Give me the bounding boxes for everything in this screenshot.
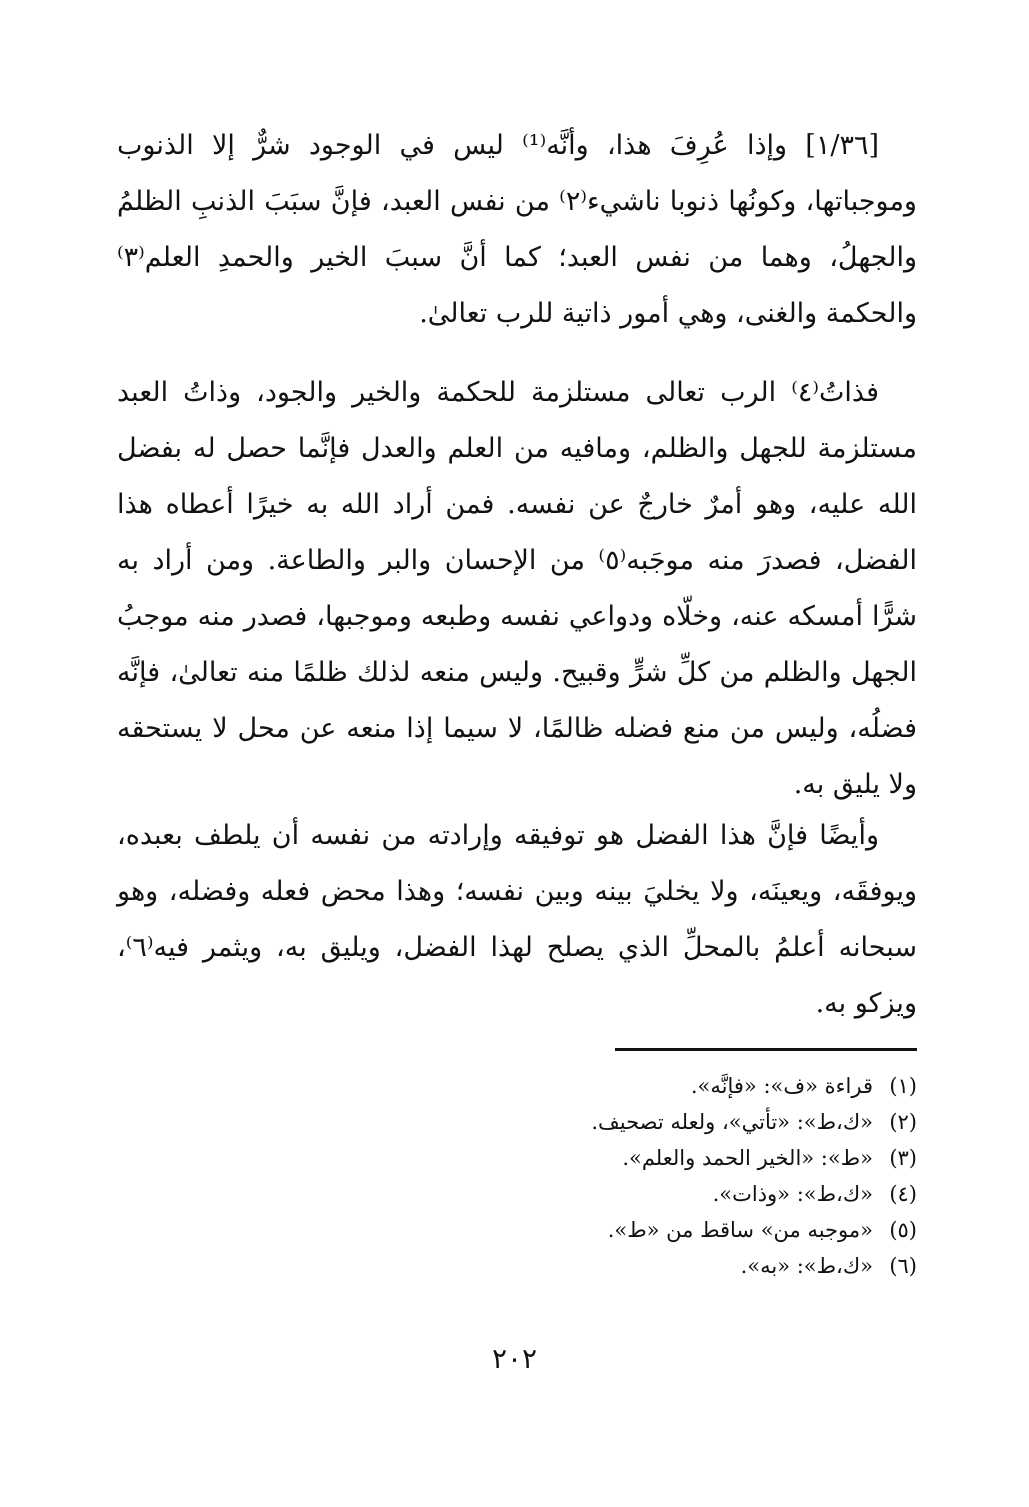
footnote-text: «ك،ط»: «به». bbox=[740, 1254, 873, 1278]
paragraph-2: فذاتُ⁽٤⁾ الرب تعالى مستلزمة للحكمة والخير والجود، وذاتُ العبد مستلزمة للجهل والظلم، ومافيه من العلم والعدل فإنَّما حصل له بفضل الله عليه، وهو أمرٌ خارجٌ عن نفسه. فمن أراد الله به خيرًا أعطاه هذا الفضل، فصدرَ منه موجَبه⁽٥⁾ من الإحسان والبر والطاعة. ومن أراد به شرًّا أمسكه عنه، وخلّاه ودواعي نفسه وطبعه وموجبها، فصدر منه موجبُ الجهل والظلم من كلِّ شرٍّ وقبيح. وليس منعه لذلك ظلمًا منه تعالىٰ، فإنَّه فضلُه، وليس من منع فضله ظالمًا، لا سيما إذا منعه عن محل لا يستحقه ولا يليق به. bbox=[117, 377, 918, 800]
footnote-number: (٥) bbox=[889, 1218, 917, 1242]
footnote-divider bbox=[615, 1048, 917, 1051]
footnote-number: (٣) bbox=[889, 1146, 917, 1170]
footnote-number: (١) bbox=[889, 1074, 917, 1098]
footnote-number: (٤) bbox=[889, 1182, 917, 1206]
footnote-text: «ط»: «الخير الحمد والعلم». bbox=[622, 1146, 873, 1170]
footnote-item bbox=[117, 1104, 917, 1140]
footnote-text: «ك،ط»: «تأتي»، ولعله تصحيف. bbox=[591, 1110, 873, 1134]
paragraph-1: [١/٣٦] وإذا عُرِفَ هذا، وأنَّه⁽¹⁾ ليس في الوجود شرٌّ إلا الذنوب وموجباتها، وكونُها ذنوبا ناشيء⁽٢⁾ من نفس العبد، فإنَّ سبَبَ الذنبِ الظلمُ والجهلُ، وهما من نفس العبد؛ كما أنَّ سببَ الخير والحمدِ العلم⁽٣⁾ والحكمة والغنى، وهي أمور ذاتية للرب تعالىٰ. bbox=[117, 130, 917, 329]
footnote-text: «ك،ط»: «وذات». bbox=[712, 1182, 873, 1206]
footnote-item bbox=[117, 1212, 917, 1248]
footnote-item bbox=[117, 1140, 917, 1176]
footnotes-list bbox=[117, 1068, 917, 1284]
paragraph-3: وأيضًا فإنَّ هذا الفضل هو توفيقه وإرادته من نفسه أن يلطف بعبده، ويوفقَه، ويعينَه، ولا يخليَ بينه وبين نفسه؛ وهذا محض فعله وفضله، وهو سبحانه أعلمُ بالمحلِّ الذي يصلح لهذا الفضل، ويليق به، ويثمر فيه⁽٦⁾، ويزكو به. bbox=[117, 820, 917, 1019]
footnote-item bbox=[117, 1176, 917, 1212]
footnote-text: قراءة «ف»: «فإنَّه». bbox=[690, 1074, 873, 1098]
footnote-item bbox=[117, 1248, 917, 1284]
footnote-number: (٦) bbox=[889, 1254, 917, 1278]
page-number: ٢٠٢ bbox=[491, 1342, 538, 1375]
footnote-item bbox=[117, 1068, 917, 1104]
footnote-text: «موجبه من» ساقط من «ط». bbox=[607, 1218, 873, 1242]
footnote-number: (٢) bbox=[889, 1110, 917, 1134]
